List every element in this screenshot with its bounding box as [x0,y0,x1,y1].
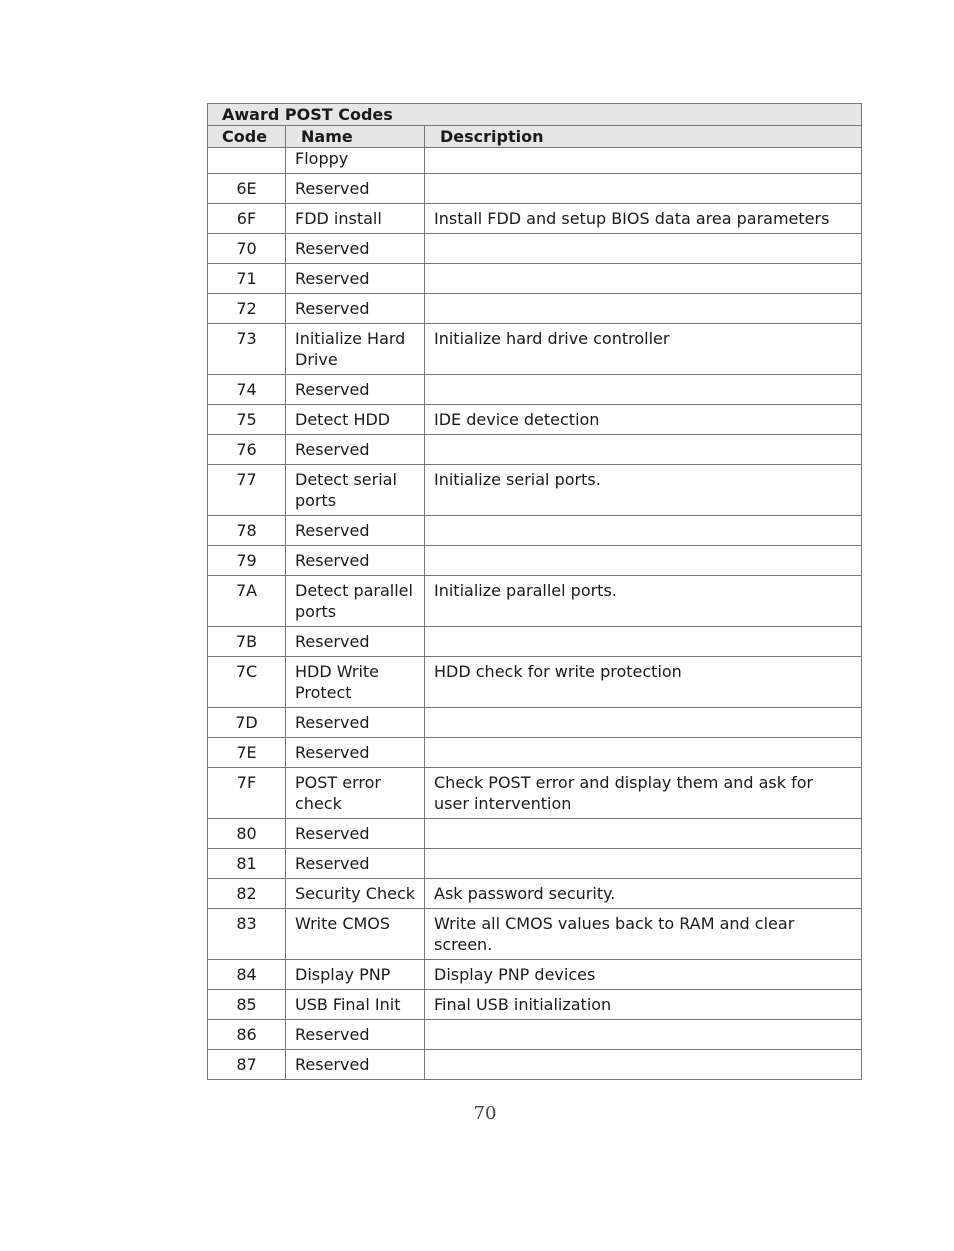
cell-name: Reserved [286,738,425,768]
cell-code: 82 [208,879,286,909]
cell-description [425,234,862,264]
table-row [208,294,862,324]
cell-code: 73 [208,324,286,375]
cell-code: 74 [208,375,286,405]
cell-name: Detect HDD [286,405,425,435]
cell-description [425,849,862,879]
table-row [208,516,862,546]
cell-description [425,546,862,576]
cell-name: Reserved [286,627,425,657]
cell-code: 76 [208,435,286,465]
cell-name: Reserved [286,819,425,849]
cell-code: 7C [208,657,286,708]
table-title: Award POST Codes [208,104,862,126]
cell-name: Reserved [286,375,425,405]
cell-code: 7B [208,627,286,657]
table-row [208,990,862,1020]
cell-description: IDE device detection [425,405,862,435]
table-row [208,960,862,990]
cell-code: 87 [208,1050,286,1080]
cell-name: Reserved [286,174,425,204]
column-header-description: Description [425,126,862,148]
cell-code: 71 [208,264,286,294]
cell-name: Floppy [286,148,425,174]
cell-code: 75 [208,405,286,435]
table-header [208,104,862,148]
cell-code: 84 [208,960,286,990]
cell-name: Initialize Hard Drive [286,324,425,375]
column-header-row [208,126,862,148]
cell-name: Detect serial ports [286,465,425,516]
cell-description [425,1020,862,1050]
cell-code: 7F [208,768,286,819]
cell-description: Display PNP devices [425,960,862,990]
cell-name: Reserved [286,264,425,294]
table-row [208,627,862,657]
cell-code: 7E [208,738,286,768]
table-body [208,148,862,1080]
cell-code [208,148,286,174]
cell-name: Reserved [286,435,425,465]
cell-code: 78 [208,516,286,546]
cell-description [425,819,862,849]
cell-code: 7D [208,708,286,738]
cell-description [425,294,862,324]
cell-name: FDD install [286,204,425,234]
cell-code: 6E [208,174,286,204]
cell-name: USB Final Init [286,990,425,1020]
cell-description: Install FDD and setup BIOS data area parameters [425,204,862,234]
cell-description: Ask password security. [425,879,862,909]
cell-description [425,264,862,294]
cell-description: Initialize parallel ports. [425,576,862,627]
page-number: 70 [473,1103,497,1124]
cell-name: Detect parallel ports [286,576,425,627]
cell-code: 6F [208,204,286,234]
table-row [208,546,862,576]
cell-description [425,708,862,738]
cell-description: Write all CMOS values back to RAM and clear screen. [425,909,862,960]
cell-code: 72 [208,294,286,324]
table-row [208,375,862,405]
table-row [208,264,862,294]
cell-description [425,1050,862,1080]
cell-name: POST error check [286,768,425,819]
cell-name: Display PNP [286,960,425,990]
post-codes-table-container [207,103,861,1080]
cell-description [425,435,862,465]
table-row [208,768,862,819]
table-row [208,174,862,204]
table-row [208,738,862,768]
cell-name: Reserved [286,1050,425,1080]
table-row [208,576,862,627]
cell-code: 86 [208,1020,286,1050]
cell-name: Write CMOS [286,909,425,960]
table-row [208,819,862,849]
table-row [208,465,862,516]
cell-code: 85 [208,990,286,1020]
cell-name: Reserved [286,1020,425,1050]
cell-name: Reserved [286,294,425,324]
cell-name: HDD Write Protect [286,657,425,708]
table-row [208,324,862,375]
cell-name: Reserved [286,516,425,546]
table-title-row [208,104,862,126]
cell-code: 81 [208,849,286,879]
table-row [208,909,862,960]
table-row [208,1050,862,1080]
table-row [208,435,862,465]
table-row [208,204,862,234]
table-row [208,148,862,174]
cell-description: Initialize hard drive controller [425,324,862,375]
cell-name: Reserved [286,234,425,264]
cell-code: 83 [208,909,286,960]
post-codes-table [207,103,862,1080]
cell-name: Reserved [286,708,425,738]
table-row [208,1020,862,1050]
cell-name: Reserved [286,546,425,576]
cell-description: HDD check for write protection [425,657,862,708]
cell-description [425,627,862,657]
table-row [208,879,862,909]
cell-description [425,174,862,204]
cell-name: Reserved [286,849,425,879]
cell-description [425,516,862,546]
cell-description [425,738,862,768]
table-row [208,405,862,435]
cell-description [425,375,862,405]
table-row [208,849,862,879]
column-header-name: Name [286,126,425,148]
column-header-code: Code [208,126,286,148]
cell-code: 7A [208,576,286,627]
cell-name: Security Check [286,879,425,909]
table-row [208,657,862,708]
cell-description: Final USB initialization [425,990,862,1020]
cell-code: 77 [208,465,286,516]
cell-code: 70 [208,234,286,264]
cell-description: Check POST error and display them and ask for user intervention [425,768,862,819]
table-row [208,234,862,264]
cell-description [425,148,862,174]
cell-code: 79 [208,546,286,576]
cell-description: Initialize serial ports. [425,465,862,516]
cell-code: 80 [208,819,286,849]
table-row [208,708,862,738]
